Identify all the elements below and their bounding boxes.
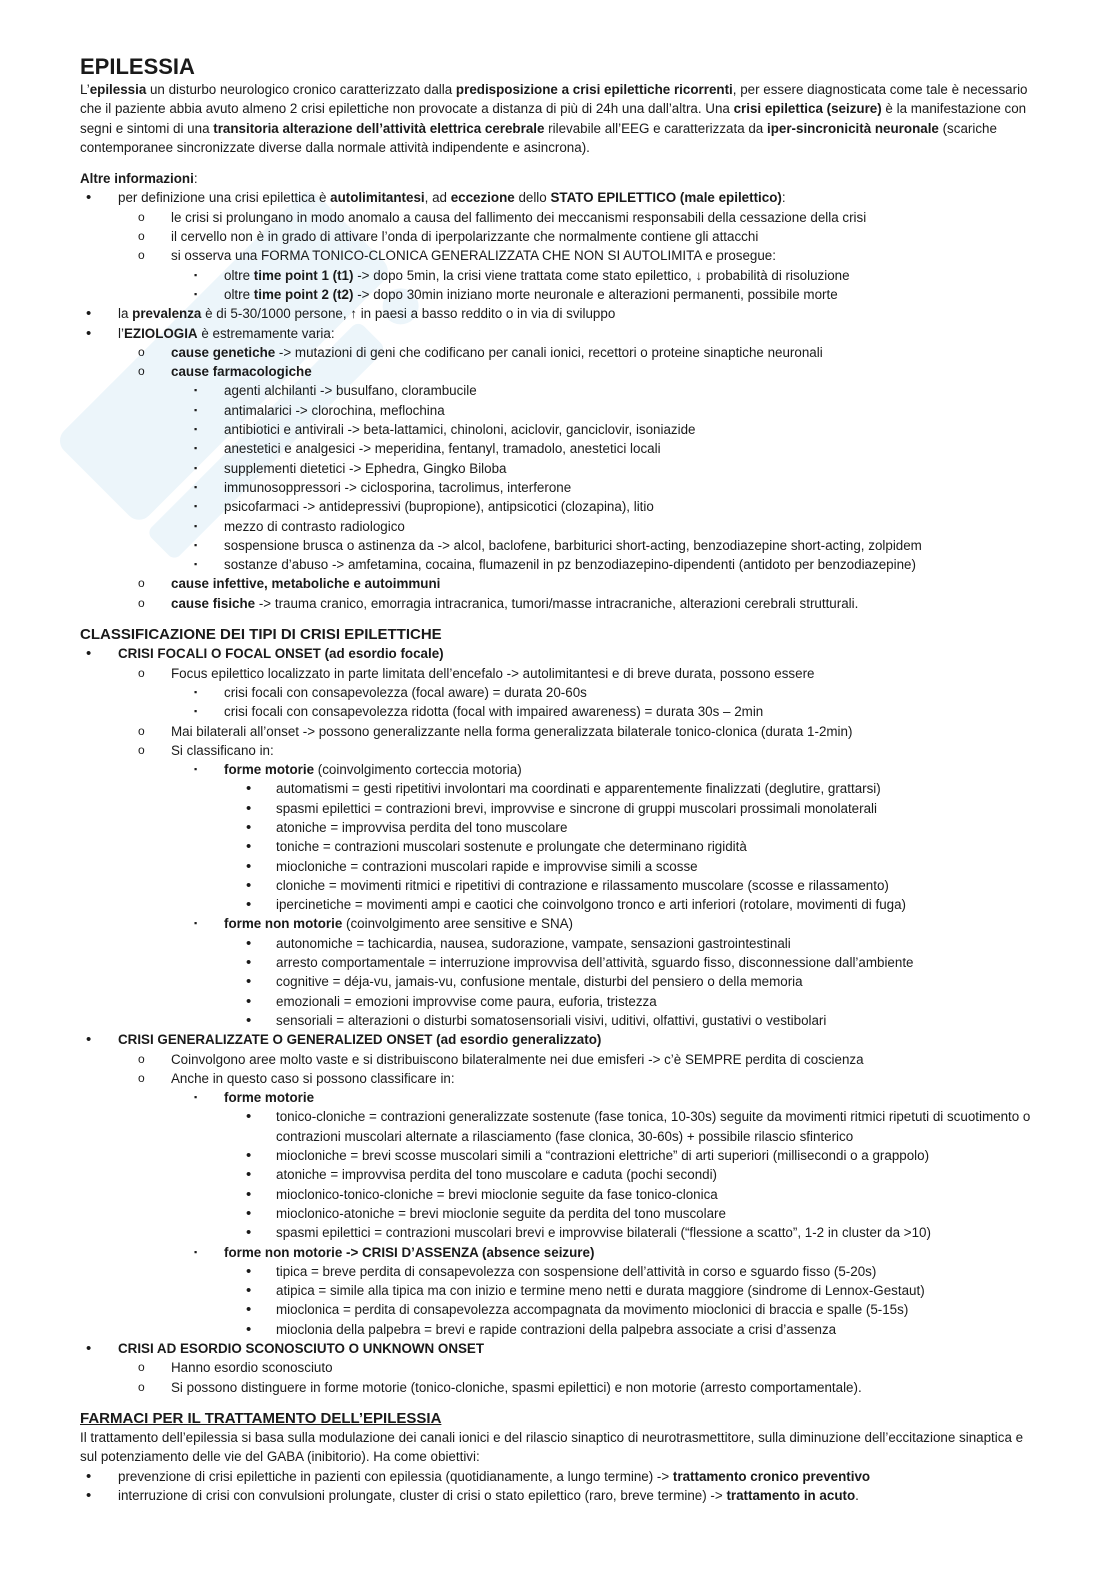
list-item: o cause farmacologiche <box>138 364 312 380</box>
list-item: ▪ psicofarmaci -> antidepressivi (bupropione), antipsicotici (clozapina), litio <box>194 499 654 515</box>
list-item: • atipica = simile alla tipica ma con inizio e termine meno netti e durata maggiore (sindrome di Lennox-Gestaut) <box>246 1282 925 1300</box>
list-item: • arresto comportamentale = interruzione improvvisa dell’attività, sguardo fisso, disconnessione dall’ambiente <box>246 954 914 972</box>
farmaci-heading: FARMACI PER IL TRATTAMENTO DELL’EPILESSIA <box>80 1409 442 1427</box>
list-item: • ipercinetiche = movimenti ampi e caotici che coinvolgono tronco e arti inferiori (rotolare, movimenti di fuga) <box>246 896 907 914</box>
list-item: o le crisi si prolungano in modo anomalo a causa del fallimento dei meccanismi responsabili della cessazione della crisi <box>138 209 867 225</box>
list-item: o si osserva una FORMA TONICO-CLONICA GENERALIZZATA CHE NON SI AUTOLIMITA e prosegue: <box>138 248 776 264</box>
list-item: ▪ immunosoppressori -> ciclosporina, tacrolimus, interferone <box>194 479 572 495</box>
list-item: • CRISI AD ESORDIO SCONOSCIUTO O UNKNOWN ONSET <box>86 1340 485 1357</box>
list-item: o cause infettive, metaboliche e autoimmuni <box>138 576 441 592</box>
farmaci-intro: Il trattamento dell’epilessia si basa sulla modulazione dei canali ionici e del rilascio sinaptico di neurotrasmettitore, sulla diminuzione dell’eccitazione sinaptica e sul potenziamento delle vie del GABA (inibitorio). Ha come obiettivi: <box>80 1430 1024 1465</box>
list-item: ▪ crisi focali con consapevolezza ridotta (focal with impaired awareness) = durata 30s – 2min <box>194 704 764 720</box>
list-item: • emozionali = emozioni improvvise come paura, euforia, tristezza <box>246 992 657 1010</box>
list-item: o cause fisiche -> trauma cranico, emorragia intracranica, tumori/masse intracraniche, alterazioni cerebrali strutturali. <box>138 595 859 611</box>
list-item: o Focus epilettico localizzato in parte limitata dell’encefalo -> autolimitantesi e di breve durata, possono essere <box>138 665 815 681</box>
list-item: ▪ agenti alchilanti -> busulfano, clorambucile <box>194 383 477 399</box>
list-item: o Si classificano in: <box>138 742 274 758</box>
list-item: • interruzione di crisi con convulsioni prolungate, cluster di crisi o stato epilettico (raro, breve termine) -> trattamento in acuto. <box>86 1487 859 1505</box>
list-item: • spasmi epilettici = contrazioni brevi, improvvise e sincrone di gruppi muscolari prossimali monolaterali <box>246 799 877 817</box>
list-item: • mioclonica = perdita di consapevolezza accompagnata da movimento mioclonici di braccia e spalle (5-15s) <box>246 1301 909 1319</box>
list-item: o Coinvolgono aree molto vaste e si distribuiscono bilateralmente nei due emisferi -> c’è SEMPRE perdita di coscienza <box>138 1051 864 1067</box>
list-item: ▪ anestetici e analgesici -> meperidina, fentanyl, tramadolo, anestetici locali <box>194 441 661 457</box>
list-item: • tonico-cloniche = contrazioni generalizzate sostenute (fase tonica, 10-30s) seguite da movimenti ritmici ripetuti di scuotimento o contrazioni muscolari alternate a rilasciamento (fase clonica, 30-60s) + possibile rilascio sfinterico <box>246 1108 1031 1144</box>
list-item: o Hanno esordio sconosciuto <box>138 1360 333 1376</box>
list-item: ▪ forme motorie <box>194 1090 315 1106</box>
list-item: • CRISI GENERALIZZATE O GENERALIZED ONSET (ad esordio generalizzato) <box>86 1031 602 1049</box>
list-item: ▪ sospensione brusca o astinenza da -> alcol, baclofene, barbiturici short-acting, benzodiazepine short-acting, zolpidem <box>194 537 922 553</box>
list-item: ▪ supplementi dietetici -> Ephedra, Gingko Biloba <box>194 460 507 476</box>
list-item: o Anche in questo caso si possono classificare in: <box>138 1070 455 1086</box>
list-item: o Si possono distinguere in forme motorie (tonico-cloniche, spasmi epilettici) e non motorie (arresto comportamentale). <box>138 1379 862 1395</box>
list-item: o il cervello non è in grado di attivare l’onda di iperpolarizzante che normalmente contiene gli attacchi <box>138 229 759 245</box>
altre-informazioni-heading: Altre informazioni: <box>80 171 198 187</box>
document-page <box>80 54 1040 1505</box>
list-item: • cloniche = movimenti ritmici e ripetitivi di contrazione e rilassamento muscolare (scosse e rilassamento) <box>246 876 889 894</box>
list-item: ▪ forme non motorie -> CRISI D’ASSENZA (absence seizure) <box>194 1244 595 1260</box>
list-item: ▪ antimalarici -> clorochina, meflochina <box>194 402 445 418</box>
list-item: ▪ antibiotici e antivirali -> beta-lattamici, chinoloni, aciclovir, ganciclovir, isoniazide <box>194 422 696 438</box>
list-item: ▪ oltre time point 2 (t2) -> dopo 30min iniziano morte neuronale e alterazioni permanenti, possibile morte <box>194 286 838 302</box>
list-item: • automatismi = gesti ripetitivi involontari ma coordinati e apparentemente finalizzati (deglutire, grattarsi) <box>246 780 881 798</box>
list-item: ▪ sostanze d’abuso -> amfetamina, cocaina, flumazenil in pz benzodiazepino-dipendenti (antidoto per benzodiazepine) <box>194 557 916 573</box>
list-item: ▪ oltre time point 1 (t1) -> dopo 5min, la crisi viene trattata come stato epilettico, ↓ probabilità di risoluzione <box>194 267 850 283</box>
list-item: • per definizione una crisi epilettica è autolimitantesi, ad eccezione dello STATO EPILETTICO (male epilettico): <box>86 189 786 207</box>
list-item: • prevenzione di crisi epilettiche in pazienti con epilessia (quotidianamente, a lungo termine) -> trattamento cronico preventivo <box>86 1467 871 1485</box>
classificazione-heading: CLASSIFICAZIONE DEI TIPI DI CRISI EPILETTICHE <box>80 626 442 644</box>
list-item: • CRISI FOCALI O FOCAL ONSET (ad esordio focale) <box>86 645 444 663</box>
list-item: • atoniche = improvvisa perdita del tono muscolare <box>246 818 568 836</box>
list-item: o Mai bilaterali all’onset -> possono generalizzante nella forma generalizzata bilaterale tonico-clonica (durata 1-2min) <box>138 723 853 739</box>
list-item: • mioclonico-tonico-cloniche = brevi mioclonie seguite da fase tonico-clonica <box>246 1185 718 1203</box>
list-item: ▪ mezzo di contrasto radiologico <box>194 518 405 534</box>
list-item: • autonomiche = tachicardia, nausea, sudorazione, vampate, sensazioni gastrointestinali <box>246 934 791 952</box>
list-item: • mioclonico-atoniche = brevi mioclonie seguite da perdita del tono muscolare <box>246 1204 726 1222</box>
page-title: EPILESSIA <box>80 54 195 79</box>
list-item: • mioclonia della palpebra = brevi e rapide contrazioni della palpebra associate a crisi d’assenza <box>246 1320 837 1338</box>
list-item: ▪ forme non motorie (coinvolgimento aree sensitive e SNA) <box>194 916 574 932</box>
list-item: o cause genetiche -> mutazioni di geni che codificano per canali ionici, recettori o proteine sinaptiche neuronali <box>138 344 823 360</box>
list-item: • sensoriali = alterazioni o disturbi somatosensoriali visivi, uditivi, olfattivi, gustativi o vestibolari <box>246 1011 827 1029</box>
list-item: • l’EZIOLOGIA è estremamente varia: <box>86 324 335 342</box>
list-item: • tipica = breve perdita di consapevolezza con sospensione dell’attività in corso e sguardo fisso (5-20s) <box>246 1262 877 1280</box>
list-item: • cognitive = déja-vu, jamais-vu, confusione mentale, disturbi del pensiero o della memoria <box>246 973 803 991</box>
list-item: • toniche = contrazioni muscolari sostenute e prolungate che determinano rigidità <box>246 838 747 856</box>
list-item: • atoniche = improvvisa perdita del tono muscolare e caduta (pochi secondi) <box>246 1166 718 1184</box>
intro-paragraph: L’epilessia un disturbo neurologico cronico caratterizzato dalla predisposizione a crisi epilettiche ricorrenti, per essere diagnosticata come tale è necessario che il paziente abbia avuto almeno 2 crisi epilettiche non provocate a distanza di più di 24h una dall’altra. Una crisi epilettica (seizure) è la manifestazione con segni e sintomi di una transitoria alterazione dell’attività elettrica cerebrale rilevabile all’EEG e caratterizzata da iper-sincronicità neuronale (scariche contemporanee sincronizzate diverse dalla normale attività indipendente e asincrona). <box>80 82 1028 155</box>
list-item: • miocloniche = brevi scosse muscolari simili a “contrazioni elettriche” di arti superiori (millisecondi o a grappolo) <box>246 1147 930 1165</box>
list-item: ▪ forme motorie (coinvolgimento corteccia motoria) <box>194 762 522 778</box>
list-item: • spasmi epilettici = contrazioni muscolari brevi e improvvise bilaterali (“flessione a scatto”, 1-2 in cluster da >10) <box>246 1224 931 1242</box>
list-item: • la prevalenza è di 5-30/1000 persone, ↑ in paesi a basso reddito o in via di sviluppo <box>86 305 616 323</box>
list-item: ▪ crisi focali con consapevolezza (focal aware) = durata 20-60s <box>194 684 587 700</box>
list-item: • miocloniche = contrazioni muscolari rapide e improvvise simili a scosse <box>246 857 698 875</box>
